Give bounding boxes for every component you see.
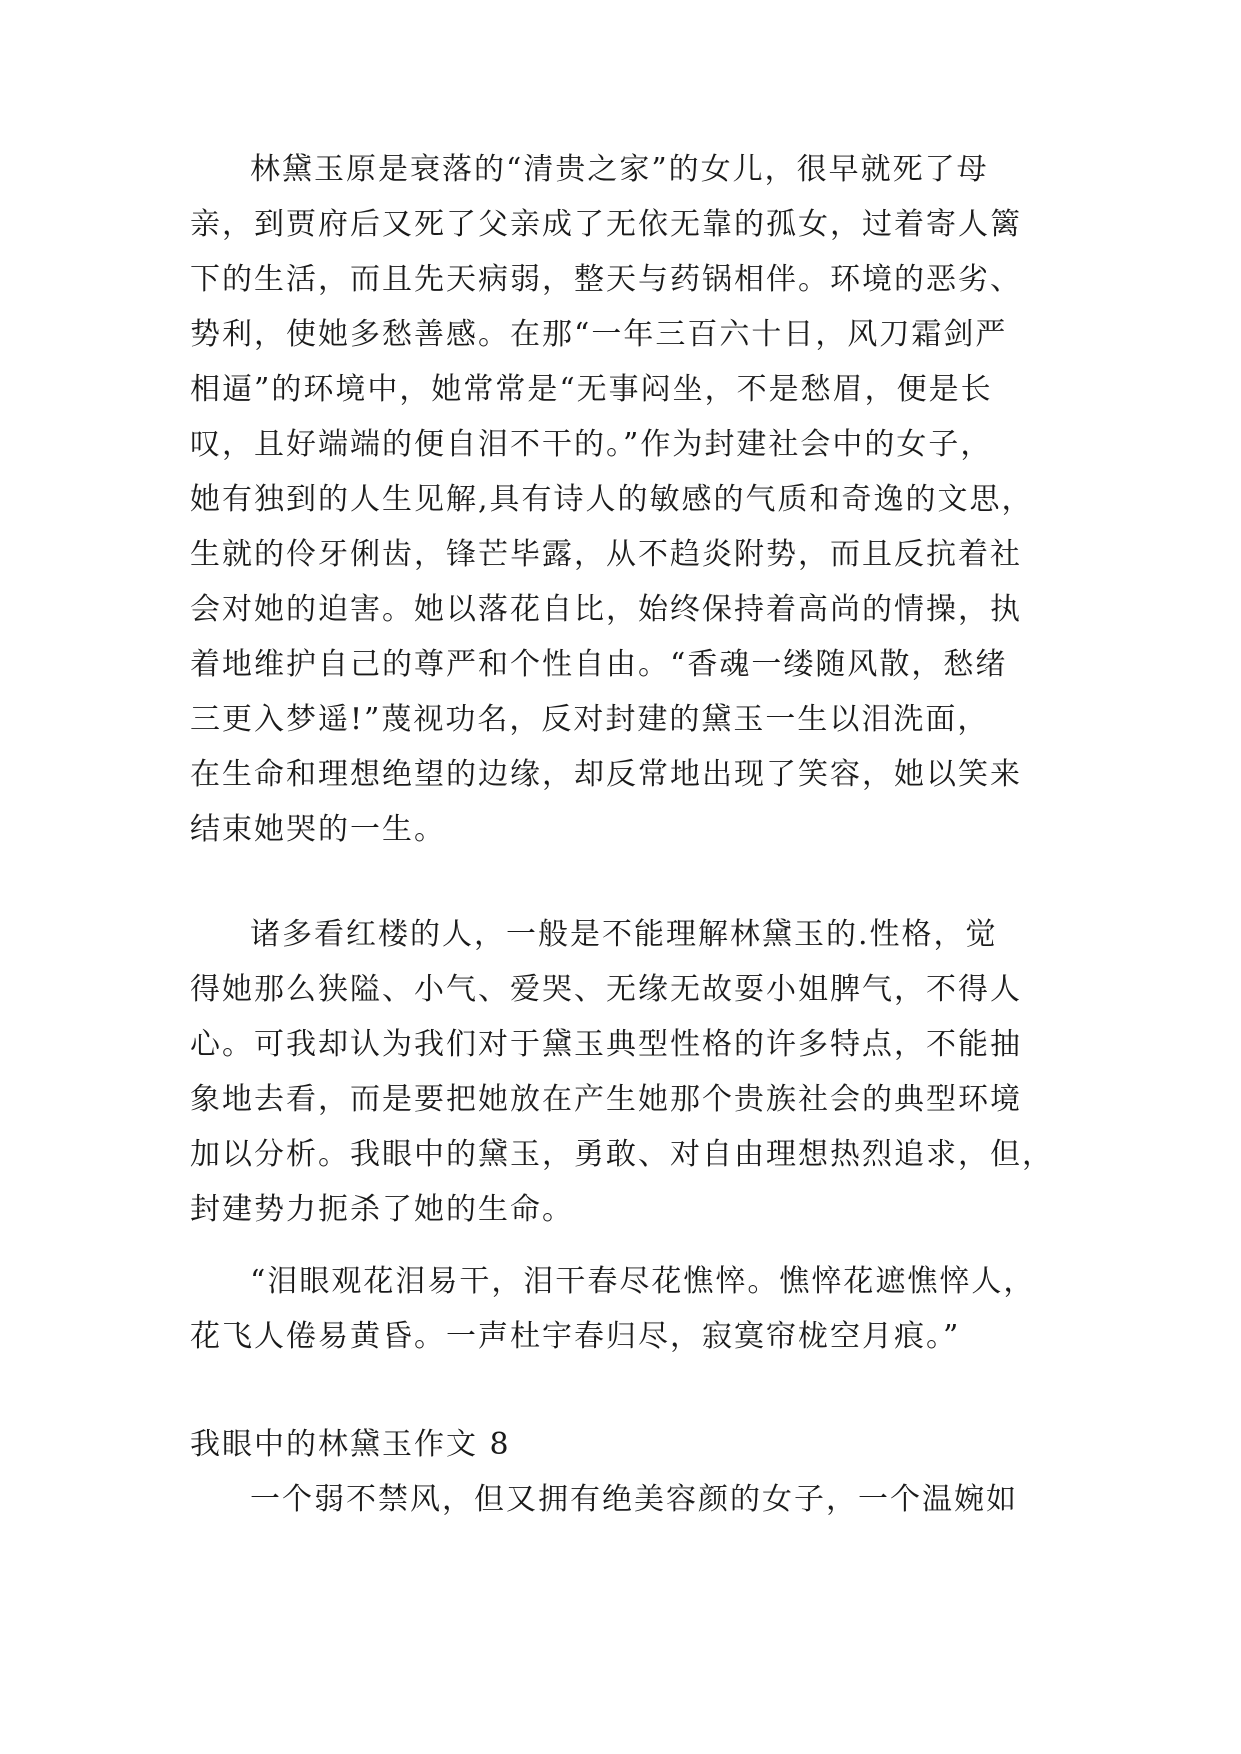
final-paragraph-line-1: 一个弱不禁风，但又拥有绝美容颜的女子，一个温婉如 — [250, 1482, 1018, 1517]
poem-line-2: 花飞人倦易黄昏。一声杜宇春归尽，寂寞帘栊空月痕。” — [190, 1319, 961, 1354]
paragraph-1-line-6: 叹，且好端端的便自泪不干的。”作为封建社会中的女子， — [190, 427, 993, 462]
paragraph-1-line-11: 三更入梦遥!”蔑视功名，反对封建的黛玉一生以泪洗面， — [190, 702, 990, 737]
paragraph-1-line-8: 生就的伶牙俐齿，锋芒毕露，从不趋炎附势，而且反抗着社 — [190, 537, 1022, 572]
paragraph-1-line-1: 林黛玉原是衰落的“清贵之家”的女儿，很早就死了母 — [250, 152, 989, 187]
paragraph-1-line-12: 在生命和理想绝望的边缘，却反常地出现了笑容，她以笑来 — [190, 757, 1022, 792]
paragraph-2-line-6: 封建势力扼杀了她的生命。 — [190, 1192, 574, 1227]
paragraph-2-line-5: 加以分析。我眼中的黛玉，勇敢、对自由理想热烈追求，但， — [190, 1137, 1054, 1172]
paragraph-2-line-4: 象地去看，而是要把她放在产生她那个贵族社会的典型环境 — [190, 1082, 1022, 1117]
paragraph-2-line-3: 心。可我却认为我们对于黛玉典型性格的许多特点，不能抽 — [190, 1027, 1022, 1062]
paragraph-1-line-9: 会对她的迫害。她以落花自比，始终保持着高尚的情操，执 — [190, 592, 1022, 627]
paragraph-2-line-1: 诸多看红楼的人，一般是不能理解林黛玉的.性格，觉 — [250, 917, 998, 952]
poem-line-1: “泪眼观花泪易干，泪干春尽花憔悴。憔悴花遮憔悴人， — [250, 1264, 1036, 1299]
paragraph-1-line-5: 相逼”的环境中，她常常是“无事闷坐，不是愁眉，便是长 — [190, 372, 993, 407]
paragraph-1-line-7: 她有独到的人生见解,具有诗人的敏感的气质和奇逸的文思， — [190, 482, 1034, 517]
section-heading: 我眼中的林黛玉作文 8 — [190, 1427, 511, 1462]
paragraph-1-line-13: 结束她哭的一生。 — [190, 812, 446, 847]
paragraph-1-line-4: 势利，使她多愁善感。在那“一年三百六十日，风刀霜剑严 — [190, 317, 1008, 352]
paragraph-2-line-2: 得她那么狭隘、小气、爱哭、无缘无故耍小姐脾气，不得人 — [190, 972, 1022, 1007]
paragraph-1-line-3: 下的生活，而且先天病弱，整天与药锅相伴。环境的恶劣、 — [190, 262, 1022, 297]
paragraph-1-line-2: 亲，到贾府后又死了父亲成了无依无靠的孤女，过着寄人篱 — [190, 207, 1022, 242]
paragraph-1-line-10: 着地维护自己的尊严和个性自由。“香魂一缕随风散，愁绪 — [190, 647, 1008, 682]
